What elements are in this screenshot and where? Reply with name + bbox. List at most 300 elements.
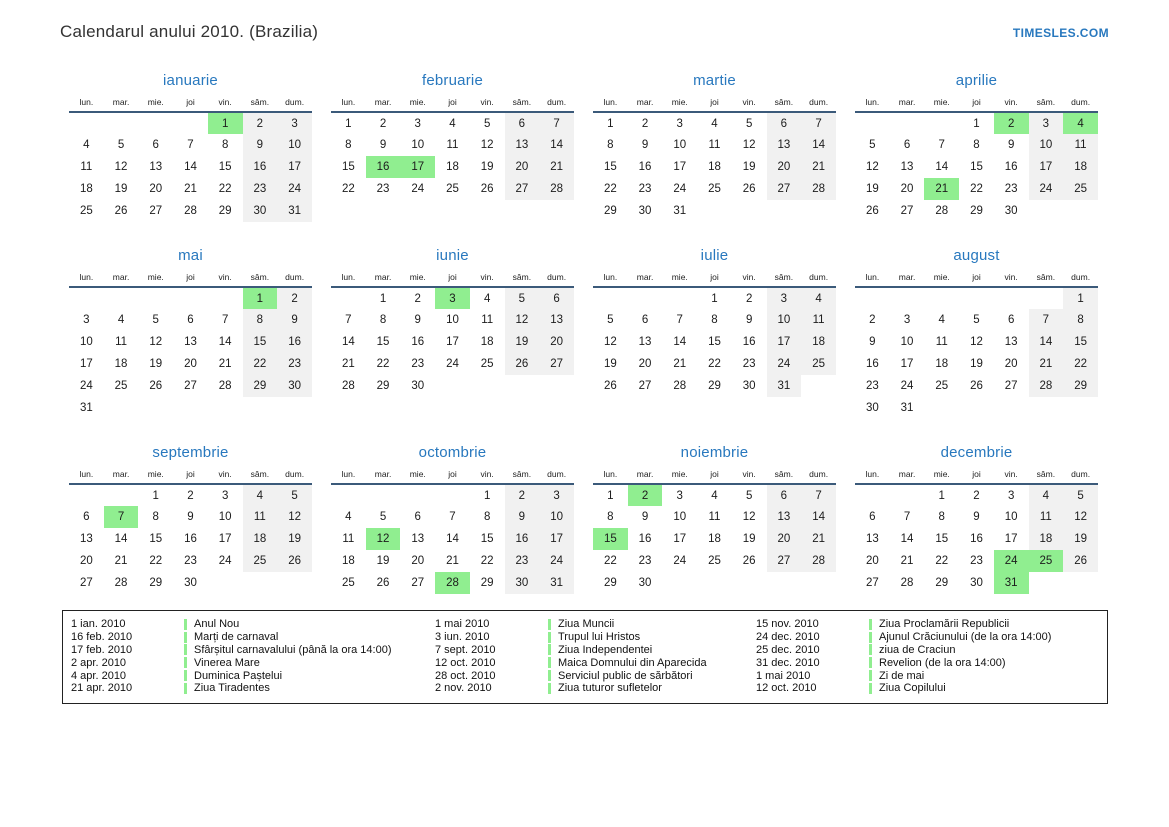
day-cell-empty (662, 572, 697, 594)
legend-holiday-name: Revelion (de la ora 14:00) (879, 656, 1006, 669)
weekday-header: joi (710, 469, 719, 479)
day-cell-weekend: 19 (505, 331, 540, 353)
legend-date: 1 ian. 2010 (71, 618, 126, 631)
site-link[interactable]: TIMESLES.COM (1012, 26, 1109, 40)
day-cell: 17 (673, 533, 687, 545)
weekday-header: lun. (79, 97, 94, 107)
day-cell: 30 (742, 380, 756, 392)
day-cell-weekend: 27 (767, 178, 802, 200)
day-cell: 12 (742, 139, 756, 151)
day-cell: 15 (149, 533, 163, 545)
weekday-header: vin. (1004, 97, 1018, 107)
day-cell: 30 (638, 577, 652, 589)
legend-holiday-name: ziua de Craciun (879, 643, 956, 656)
day-cell: 15 (708, 336, 721, 348)
month-table (855, 466, 1098, 594)
legend-entry (435, 631, 756, 644)
weekday-header: mie. (933, 272, 950, 282)
day-cell-empty (277, 572, 312, 594)
day-cell: 19 (376, 555, 390, 567)
day-cell-weekend: 18 (801, 331, 836, 353)
day-cell-weekend: 14 (801, 506, 836, 528)
weekday-header: vin. (1004, 469, 1018, 479)
weekday-header: dum. (285, 272, 305, 282)
day-cell-weekend: 25 (243, 550, 278, 572)
day-cell: 29 (218, 205, 232, 217)
day-cell-weekend: 14 (801, 134, 836, 156)
weekday-header: dum. (547, 97, 567, 107)
day-cell: 29 (149, 577, 163, 589)
day-cell: 27 (411, 577, 425, 589)
day-cell-empty (104, 287, 139, 309)
day-cell-weekend: 26 (505, 353, 540, 375)
month-title: iunie (436, 247, 469, 264)
weekday-header: joi (448, 469, 457, 479)
day-cell: 8 (379, 314, 387, 326)
month-table (69, 94, 312, 222)
day-cell-weekend: 29 (243, 375, 278, 397)
legend-column (435, 618, 756, 695)
weekday-header: joi (186, 97, 195, 107)
day-cell-holiday: 1 (243, 287, 278, 309)
weekday-header: mar. (636, 272, 654, 282)
day-cell-weekend: 10 (767, 309, 802, 331)
weekday-header: lun. (603, 469, 618, 479)
day-cell: 19 (742, 161, 756, 173)
day-cell: 12 (970, 336, 983, 348)
day-cell: 24 (411, 183, 425, 195)
day-cell: 21 (673, 358, 687, 370)
day-cell: 8 (152, 511, 159, 523)
day-cell-weekend: 3 (1029, 112, 1064, 134)
day-cell: 11 (935, 336, 948, 348)
weekday-header: joi (186, 272, 195, 282)
legend-column (71, 618, 435, 695)
legend-entry (71, 618, 435, 631)
day-cell: 19 (970, 358, 983, 370)
day-cell: 23 (970, 555, 983, 567)
legend-entry (435, 644, 756, 657)
day-cell-empty (994, 397, 1029, 419)
day-cell: 8 (345, 139, 352, 151)
day-cell: 1 (607, 117, 614, 130)
legend-entry (435, 669, 756, 682)
day-cell: 19 (742, 533, 756, 545)
day-cell: 6 (414, 511, 421, 523)
day-cell-weekend: 9 (243, 134, 278, 156)
legend-column (756, 618, 1099, 695)
day-cell-weekend: 12 (1063, 506, 1098, 528)
day-cell-holiday: 31 (994, 572, 1029, 594)
weekday-header: mie. (933, 469, 950, 479)
day-cell-empty (855, 112, 890, 134)
legend-entry (71, 656, 435, 669)
day-cell-weekend: 3 (539, 484, 574, 506)
day-cell-empty (1029, 200, 1064, 222)
day-cell: 29 (480, 577, 494, 589)
day-cell: 22 (603, 183, 617, 195)
month-title: decembrie (940, 444, 1013, 461)
day-cell: 23 (638, 555, 652, 567)
day-cell-empty (697, 572, 732, 594)
day-cell-weekend: 30 (277, 375, 312, 397)
holiday-marker-bar (869, 644, 872, 655)
day-cell-empty (243, 397, 278, 419)
weekday-header: mie. (147, 97, 164, 107)
day-cell-holiday: 12 (366, 528, 401, 550)
day-cell: 24 (218, 555, 232, 567)
month-title: mai (178, 247, 203, 264)
day-cell: 5 (117, 139, 125, 151)
legend-entry (71, 669, 435, 682)
day-cell: 30 (638, 205, 652, 217)
day-cell-weekend: 3 (767, 287, 802, 309)
legend-entry (435, 618, 756, 631)
day-cell-weekend: 13 (767, 506, 802, 528)
day-cell: 5 (152, 314, 159, 326)
day-cell: 28 (218, 380, 232, 392)
weekday-header: lun. (341, 469, 356, 479)
day-cell-weekend: 28 (539, 178, 574, 200)
day-cell-empty (173, 287, 208, 309)
day-cell-empty (890, 112, 925, 134)
day-cell: 28 (341, 380, 355, 392)
day-cell: 6 (641, 314, 649, 326)
day-cell: 23 (1004, 183, 1018, 195)
legend-date: 7 sept. 2010 (435, 643, 496, 656)
day-cell: 29 (376, 380, 390, 392)
legend-entry (756, 682, 1099, 695)
legend-holiday-name: Ziua Tiradentes (194, 682, 270, 695)
weekday-header: mie. (147, 469, 164, 479)
day-cell: 15 (603, 161, 617, 173)
day-cell: 17 (79, 358, 93, 370)
day-cell-weekend: 27 (539, 353, 574, 375)
weekday-header: sâm. (512, 469, 532, 479)
day-cell: 26 (603, 380, 617, 392)
day-cell-empty (539, 375, 574, 397)
weekday-header: sâm. (250, 469, 270, 479)
legend-date: 12 oct. 2010 (756, 682, 817, 695)
day-cell-weekend: 13 (767, 134, 802, 156)
day-cell: 12 (149, 336, 163, 348)
day-cell: 14 (218, 336, 232, 348)
day-cell-weekend: 17 (539, 528, 574, 550)
day-cell-weekend: 31 (277, 200, 312, 222)
day-cell-weekend: 18 (243, 528, 278, 550)
month-table (593, 466, 836, 594)
day-cell: 8 (607, 139, 614, 151)
day-cell: 7 (676, 314, 683, 326)
weekday-header: mar. (898, 272, 916, 282)
day-cell: 23 (184, 555, 197, 567)
months-grid (69, 72, 1109, 594)
day-cell: 8 (973, 139, 980, 151)
day-cell: 7 (903, 511, 911, 523)
holiday-marker-bar (184, 683, 187, 694)
day-cell: 8 (221, 139, 229, 151)
weekday-header: mie. (933, 97, 950, 107)
day-cell-weekend: 11 (1063, 134, 1098, 156)
day-cell: 2 (414, 292, 421, 305)
legend-date: 2 nov. 2010 (435, 682, 492, 695)
weekday-header: sâm. (1036, 469, 1056, 479)
day-cell: 23 (376, 183, 390, 195)
weekday-header: joi (448, 272, 457, 282)
weekday-header: vin. (742, 469, 756, 479)
day-cell-empty (732, 200, 767, 222)
day-cell: 3 (903, 314, 911, 326)
day-cell-weekend: 10 (539, 506, 574, 528)
month-table (331, 94, 574, 200)
day-cell: 2 (869, 314, 876, 326)
weekday-header: lun. (603, 272, 618, 282)
day-cell: 28 (114, 577, 128, 589)
day-cell-weekend: 15 (1063, 331, 1098, 353)
legend-date: 12 oct. 2010 (435, 656, 496, 669)
month-table (855, 94, 1098, 222)
day-cell: 29 (708, 380, 721, 392)
topbar (60, 22, 1109, 42)
day-cell: 21 (900, 555, 914, 567)
weekday-header: lun. (79, 272, 94, 282)
day-cell: 17 (673, 161, 687, 173)
day-cell: 20 (638, 358, 652, 370)
day-cell-weekend: 25 (801, 353, 836, 375)
day-cell: 20 (411, 555, 425, 567)
weekday-header: sâm. (774, 272, 794, 282)
day-cell: 14 (114, 533, 128, 545)
day-cell: 16 (970, 533, 983, 545)
weekday-header: mar. (374, 97, 392, 107)
day-cell: 6 (83, 511, 90, 523)
month-iulie (593, 247, 836, 419)
day-cell: 15 (218, 161, 232, 173)
day-cell: 9 (641, 139, 649, 151)
day-cell: 27 (1004, 380, 1018, 392)
day-cell: 9 (379, 139, 387, 151)
day-cell: 13 (411, 533, 425, 545)
day-cell: 23 (638, 183, 652, 195)
day-cell-weekend: 24 (767, 353, 802, 375)
day-cell-empty (138, 287, 173, 309)
day-cell-empty (732, 572, 767, 594)
day-cell: 18 (480, 336, 494, 348)
day-cell-weekend: 9 (277, 309, 312, 331)
day-cell-weekend: 27 (505, 178, 540, 200)
weekday-header: lun. (865, 469, 880, 479)
day-cell-empty (400, 484, 435, 506)
month-table (593, 94, 836, 222)
day-cell: 1 (345, 117, 352, 130)
day-cell-empty (331, 484, 366, 506)
day-cell-empty (801, 572, 836, 594)
holiday-marker-bar (548, 670, 551, 681)
holiday-marker-bar (869, 657, 872, 668)
day-cell: 30 (184, 577, 197, 589)
day-cell-weekend: 26 (277, 550, 312, 572)
legend-entry (756, 644, 1099, 657)
weekday-header: mar. (898, 469, 916, 479)
day-cell: 23 (411, 358, 425, 370)
day-cell: 13 (638, 336, 652, 348)
day-cell: 26 (114, 205, 128, 217)
day-cell: 27 (149, 205, 163, 217)
day-cell: 24 (446, 358, 459, 370)
day-cell: 28 (900, 577, 914, 589)
day-cell-holiday: 21 (924, 178, 959, 200)
day-cell-empty (331, 287, 366, 309)
day-cell-weekend: 11 (243, 506, 278, 528)
day-cell: 28 (935, 205, 949, 217)
month-title: martie (693, 72, 736, 89)
day-cell-empty (1063, 200, 1098, 222)
day-cell: 25 (446, 183, 459, 195)
weekday-header: mie. (671, 97, 688, 107)
day-cell-empty (959, 397, 994, 419)
day-cell: 9 (973, 511, 980, 523)
month-iunie (331, 247, 574, 419)
day-cell-empty (855, 287, 890, 309)
day-cell: 16 (184, 533, 197, 545)
day-cell: 1 (607, 489, 614, 502)
weekday-header: dum. (1071, 469, 1091, 479)
day-cell: 16 (638, 533, 652, 545)
day-cell: 8 (711, 314, 718, 326)
weekday-header: joi (710, 97, 719, 107)
day-cell: 31 (673, 205, 687, 217)
day-cell: 18 (79, 183, 93, 195)
day-cell: 12 (742, 511, 756, 523)
weekday-header: dum. (809, 97, 829, 107)
day-cell: 18 (446, 161, 459, 173)
day-cell: 8 (483, 511, 491, 523)
month-title: aprilie (955, 72, 998, 89)
day-cell: 1 (483, 489, 491, 502)
holiday-marker-bar (184, 670, 187, 681)
legend-entry (756, 618, 1099, 631)
day-cell: 1 (379, 292, 387, 305)
day-cell: 5 (745, 117, 753, 130)
day-cell: 3 (676, 117, 683, 130)
day-cell: 11 (708, 511, 721, 523)
day-cell: 14 (673, 336, 687, 348)
day-cell: 7 (187, 139, 194, 151)
day-cell-weekend: 16 (243, 156, 278, 178)
day-cell: 6 (187, 314, 194, 326)
month-august (855, 247, 1098, 419)
day-cell-weekend: 20 (505, 156, 540, 178)
day-cell: 10 (446, 314, 459, 326)
weekday-header: dum. (547, 272, 567, 282)
day-cell-weekend: 18 (1029, 528, 1064, 550)
day-cell-weekend: 29 (1063, 375, 1098, 397)
day-cell: 15 (480, 533, 494, 545)
day-cell: 29 (935, 577, 949, 589)
day-cell-empty (435, 484, 470, 506)
day-cell: 16 (865, 358, 879, 370)
day-cell: 8 (938, 511, 945, 523)
weekday-header: vin. (218, 272, 232, 282)
holiday-marker-bar (869, 683, 872, 694)
day-cell: 19 (865, 183, 879, 195)
month-septembrie (69, 444, 312, 594)
weekday-header: sâm. (250, 97, 270, 107)
day-cell-empty (890, 287, 925, 309)
weekday-header: vin. (1004, 272, 1018, 282)
day-cell: 27 (900, 205, 914, 217)
day-cell: 5 (973, 314, 980, 326)
day-cell-empty (994, 287, 1029, 309)
day-cell: 12 (603, 336, 617, 348)
day-cell-weekend: 6 (767, 484, 802, 506)
holiday-marker-bar (184, 632, 187, 643)
day-cell: 4 (449, 117, 456, 130)
legend-holiday-name: Duminica Paștelui (194, 669, 283, 682)
legend-holiday-name: Marți de carnaval (194, 631, 279, 644)
day-cell-weekend: 12 (277, 506, 312, 528)
day-cell-empty (277, 397, 312, 419)
day-cell: 12 (114, 161, 128, 173)
day-cell-holiday: 25 (1029, 550, 1064, 572)
day-cell: 14 (184, 161, 197, 173)
weekday-header: mar. (112, 272, 130, 282)
day-cell: 20 (79, 555, 93, 567)
day-cell-weekend: 24 (277, 178, 312, 200)
day-cell: 2 (973, 489, 980, 502)
day-cell: 27 (79, 577, 93, 589)
day-cell-weekend: 26 (1063, 550, 1098, 572)
day-cell: 19 (149, 358, 163, 370)
day-cell-holiday: 3 (435, 287, 470, 309)
day-cell: 13 (184, 336, 197, 348)
day-cell-weekend: 11 (1029, 506, 1064, 528)
day-cell-weekend: 2 (505, 484, 540, 506)
day-cell: 16 (638, 161, 652, 173)
day-cell: 9 (641, 511, 649, 523)
day-cell-empty (208, 287, 243, 309)
weekday-header: sâm. (512, 97, 532, 107)
day-cell-holiday: 28 (435, 572, 470, 594)
month-table (69, 269, 312, 419)
legend-date: 17 feb. 2010 (71, 643, 133, 656)
legend-date: 4 apr. 2010 (71, 669, 127, 682)
day-cell: 26 (742, 183, 756, 195)
day-cell: 5 (869, 139, 876, 151)
weekday-header: lun. (865, 97, 880, 107)
legend-date: 28 oct. 2010 (435, 669, 496, 682)
month-octombrie (331, 444, 574, 594)
day-cell-empty (366, 484, 401, 506)
day-cell: 6 (903, 139, 911, 151)
day-cell: 25 (480, 358, 494, 370)
legend-holiday-name: Ziua Muncii (558, 618, 615, 631)
day-cell-weekend: 20 (539, 331, 574, 353)
legend-entry (756, 656, 1099, 669)
day-cell-weekend: 8 (1063, 309, 1098, 331)
day-cell-weekend: 10 (277, 134, 312, 156)
day-cell: 25 (708, 183, 721, 195)
weekday-header: dum. (809, 469, 829, 479)
day-cell: 24 (900, 380, 914, 392)
day-cell-weekend: 7 (539, 112, 574, 134)
day-cell: 26 (865, 205, 879, 217)
day-cell: 25 (935, 380, 949, 392)
day-cell: 4 (117, 314, 125, 326)
day-cell: 2 (745, 292, 753, 305)
day-cell: 23 (865, 380, 879, 392)
day-cell-weekend: 28 (801, 550, 836, 572)
